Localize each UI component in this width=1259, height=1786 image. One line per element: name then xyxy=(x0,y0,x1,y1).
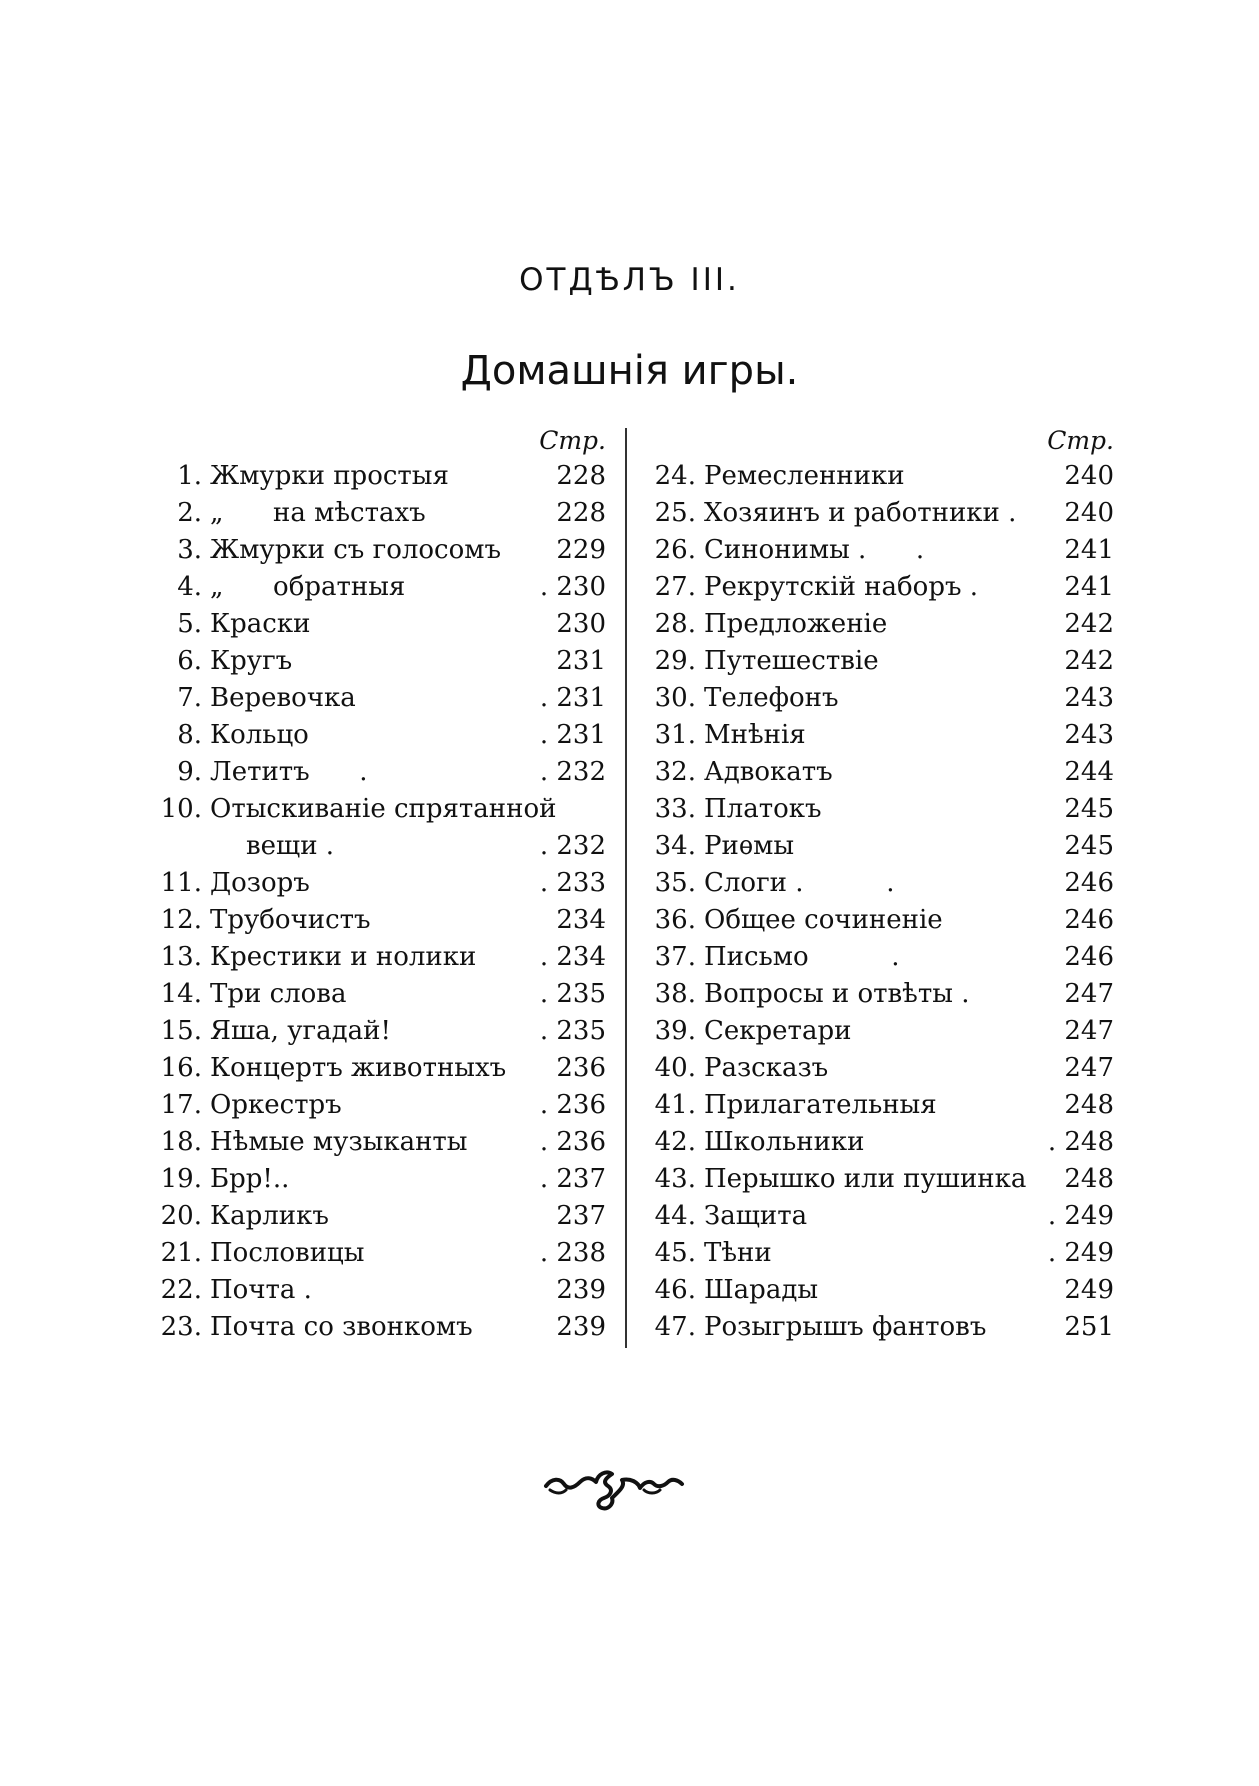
entry-page: 239 xyxy=(556,1312,606,1342)
toc-entry xyxy=(140,865,610,902)
entry-page: 240 xyxy=(1064,461,1114,491)
entry-number: 10. xyxy=(160,794,202,824)
entry-page: . 235 xyxy=(539,1016,606,1046)
entry-page: 229 xyxy=(556,535,606,565)
toc-entry xyxy=(640,1087,1120,1124)
toc-entry xyxy=(140,828,610,865)
entry-title: Оркестръ xyxy=(210,1090,342,1120)
toc-entry xyxy=(140,606,610,643)
entry-number: 15. xyxy=(160,1016,202,1046)
entry-page: 240 xyxy=(1064,498,1114,528)
toc-entry xyxy=(640,569,1120,606)
entry-number: 44. xyxy=(654,1201,696,1231)
entry-page: . 231 xyxy=(539,683,606,713)
toc-entry xyxy=(140,680,610,717)
entry-number: 11. xyxy=(160,868,202,898)
entry-number: 21. xyxy=(160,1238,202,1268)
toc-entry xyxy=(640,939,1120,976)
toc-entry xyxy=(140,1198,610,1235)
entry-title: Общее сочиненіе xyxy=(704,905,943,935)
entry-number: 16. xyxy=(160,1053,202,1083)
entry-number: 28. xyxy=(654,609,696,639)
entry-title: Крестики и нолики xyxy=(210,942,477,972)
toc-entry xyxy=(640,495,1120,532)
toc-entry xyxy=(640,754,1120,791)
entry-number: 3. xyxy=(177,535,202,565)
entry-number: 18. xyxy=(160,1127,202,1157)
entry-page: 243 xyxy=(1064,720,1114,750)
entry-number: 1. xyxy=(177,461,202,491)
toc-entry xyxy=(640,643,1120,680)
entry-title: Почта со звонкомъ xyxy=(210,1312,473,1342)
entry-number: 46. xyxy=(654,1275,696,1305)
entry-number: 32. xyxy=(654,757,696,787)
entry-number: 30. xyxy=(654,683,696,713)
entry-page: 230 xyxy=(556,609,606,639)
toc-entry xyxy=(140,939,610,976)
toc-entry xyxy=(640,976,1120,1013)
entry-number: 40. xyxy=(654,1053,696,1083)
toc-entry xyxy=(140,976,610,1013)
toc-entry xyxy=(140,754,610,791)
entry-title: Три слова xyxy=(210,979,347,1009)
entry-page: 244 xyxy=(1064,757,1114,787)
entry-page: . 236 xyxy=(539,1090,606,1120)
entry-title: Вопросы и отвѣты . xyxy=(704,979,970,1009)
page-column-header: Стр. xyxy=(539,426,606,455)
entry-title: Хозяинъ и работники . xyxy=(704,498,1017,528)
entry-number: 2. xyxy=(177,498,202,528)
entry-title: Ремесленники xyxy=(704,461,905,491)
entry-number: 37. xyxy=(654,942,696,972)
toc-entry xyxy=(640,1124,1120,1161)
entry-number: 34. xyxy=(654,831,696,861)
toc-list xyxy=(140,458,610,1346)
entry-title: Кольцо xyxy=(210,720,309,750)
entry-page: . 236 xyxy=(539,1127,606,1157)
entry-number: 14. xyxy=(160,979,202,1009)
entry-number: 22. xyxy=(160,1275,202,1305)
toc-entry xyxy=(140,569,610,606)
entry-number: 7. xyxy=(177,683,202,713)
toc-entry xyxy=(140,1050,610,1087)
entry-page: 236 xyxy=(556,1053,606,1083)
entry-title: Почта . xyxy=(210,1275,312,1305)
toc-entry xyxy=(140,1087,610,1124)
entry-title: Перышко или пушинка xyxy=(704,1164,1027,1194)
entry-page: . 234 xyxy=(539,942,606,972)
entry-page: 243 xyxy=(1064,683,1114,713)
toc-entry xyxy=(140,902,610,939)
toc-entry xyxy=(140,1124,610,1161)
entry-page: 249 xyxy=(1064,1275,1114,1305)
entry-page: 234 xyxy=(556,905,606,935)
entry-page: 246 xyxy=(1064,868,1114,898)
entry-page: 245 xyxy=(1064,794,1114,824)
entry-page: 246 xyxy=(1064,905,1114,935)
toc-entry xyxy=(640,532,1120,569)
entry-page: . 233 xyxy=(539,868,606,898)
entry-page: 251 xyxy=(1064,1312,1114,1342)
toc-list xyxy=(640,458,1120,1346)
entry-title: Яша, угадай! xyxy=(210,1016,391,1046)
entry-title: Жмурки съ голосомъ xyxy=(210,535,502,565)
entry-number: 23. xyxy=(160,1312,202,1342)
entry-page: 247 xyxy=(1064,1053,1114,1083)
entry-number: 41. xyxy=(654,1090,696,1120)
entry-page: 247 xyxy=(1064,1016,1114,1046)
entry-number: 13. xyxy=(160,942,202,972)
entry-page: 248 xyxy=(1064,1090,1114,1120)
entry-page: . 231 xyxy=(539,720,606,750)
entry-number: 5. xyxy=(177,609,202,639)
entry-number: 4. xyxy=(177,572,202,602)
entry-title: вещи . xyxy=(246,831,335,861)
entry-page: . 237 xyxy=(539,1164,606,1194)
entry-number: 33. xyxy=(654,794,696,824)
toc-entry xyxy=(640,1272,1120,1309)
entry-title: Розыгрышъ фантовъ xyxy=(704,1312,987,1342)
entry-page: 228 xyxy=(556,498,606,528)
entry-number: 9. xyxy=(177,757,202,787)
toc-entry xyxy=(640,680,1120,717)
entry-title: Трубочистъ xyxy=(210,905,371,935)
page-column-header: Стр. xyxy=(1047,426,1114,455)
entry-page: 241 xyxy=(1064,572,1114,602)
entry-title: Краски xyxy=(210,609,311,639)
toc-entry xyxy=(640,865,1120,902)
entry-title: Разсказъ xyxy=(704,1053,829,1083)
entry-title: Нѣмые музыканты xyxy=(210,1127,468,1157)
toc-entry xyxy=(140,791,610,828)
entry-title: Синонимы . . xyxy=(704,535,925,565)
entry-number: 43. xyxy=(654,1164,696,1194)
toc-entry xyxy=(640,458,1120,495)
toc-entry xyxy=(140,1272,610,1309)
toc-entry xyxy=(640,1198,1120,1235)
entry-number: 25. xyxy=(654,498,696,528)
entry-page: . 230 xyxy=(539,572,606,602)
entry-page: . 249 xyxy=(1047,1238,1114,1268)
entry-title: „ на мѣстахъ xyxy=(210,498,426,528)
entry-title: Прилагательныя xyxy=(704,1090,937,1120)
ornament-flourish-icon xyxy=(540,1452,690,1516)
toc-entry xyxy=(640,717,1120,754)
toc-left-column xyxy=(140,424,610,1346)
entry-number: 36. xyxy=(654,905,696,935)
entry-title: Шарады xyxy=(704,1275,819,1305)
entry-number: 19. xyxy=(160,1164,202,1194)
entry-number: 26. xyxy=(654,535,696,565)
entry-title: Адвокатъ xyxy=(704,757,833,787)
section-heading: ОТДѢЛЪ III. xyxy=(519,262,740,298)
entry-number: 39. xyxy=(654,1016,696,1046)
entry-page: 242 xyxy=(1064,609,1114,639)
entry-page: 239 xyxy=(556,1275,606,1305)
entry-title: Школьники xyxy=(704,1127,865,1157)
entry-page: 248 xyxy=(1064,1164,1114,1194)
entry-page: 241 xyxy=(1064,535,1114,565)
toc-entry xyxy=(640,791,1120,828)
toc-entry xyxy=(640,1235,1120,1272)
entry-number: 47. xyxy=(654,1312,696,1342)
entry-page: . 249 xyxy=(1047,1201,1114,1231)
entry-number: 42. xyxy=(654,1127,696,1157)
page-title: Домашнія игры. xyxy=(460,348,799,394)
toc-entry xyxy=(640,828,1120,865)
entry-page: 245 xyxy=(1064,831,1114,861)
entry-page: 228 xyxy=(556,461,606,491)
entry-title: Платокъ xyxy=(704,794,822,824)
entry-title: Риѳмы xyxy=(704,831,795,861)
entry-page: . 232 xyxy=(539,757,606,787)
entry-title: Телефонъ xyxy=(704,683,839,713)
entry-title: „ обратныя xyxy=(210,572,406,602)
entry-page: 246 xyxy=(1064,942,1114,972)
toc-entry xyxy=(140,495,610,532)
entry-title: Секретари xyxy=(704,1016,852,1046)
entry-number: 38. xyxy=(654,979,696,1009)
toc-entry xyxy=(140,532,610,569)
entry-title: Пословицы xyxy=(210,1238,365,1268)
entry-title: Тѣни xyxy=(704,1238,772,1268)
entry-number: 12. xyxy=(160,905,202,935)
toc-entry xyxy=(140,1235,610,1272)
entry-title: Путешествіе xyxy=(704,646,879,676)
entry-number: 8. xyxy=(177,720,202,750)
entry-title: Карликъ xyxy=(210,1201,329,1231)
toc-entry xyxy=(640,1309,1120,1346)
entry-number: 31. xyxy=(654,720,696,750)
toc-entry xyxy=(140,1161,610,1198)
entry-page: . 238 xyxy=(539,1238,606,1268)
toc-entry xyxy=(640,1013,1120,1050)
entry-number: 45. xyxy=(654,1238,696,1268)
toc-entry xyxy=(140,458,610,495)
toc-entry xyxy=(640,606,1120,643)
entry-page: 247 xyxy=(1064,979,1114,1009)
entry-page: 242 xyxy=(1064,646,1114,676)
entry-number: 35. xyxy=(654,868,696,898)
toc-entry xyxy=(640,902,1120,939)
entry-title: Жмурки простыя xyxy=(210,461,449,491)
column-divider xyxy=(625,428,627,1348)
entry-title: Брр!.. xyxy=(210,1164,290,1194)
entry-number: 27. xyxy=(654,572,696,602)
entry-page: . 248 xyxy=(1047,1127,1114,1157)
entry-title: Защита xyxy=(704,1201,808,1231)
entry-title: Рекрутскій наборъ . xyxy=(704,572,979,602)
entry-number: 24. xyxy=(654,461,696,491)
entry-title: Отыскиваніе спрятанной xyxy=(210,794,557,824)
entry-title: Предложеніе xyxy=(704,609,888,639)
entry-page: 237 xyxy=(556,1201,606,1231)
entry-number: 29. xyxy=(654,646,696,676)
toc-entry xyxy=(140,1013,610,1050)
toc-entry xyxy=(140,717,610,754)
entry-title: Мнѣнія xyxy=(704,720,806,750)
entry-title: Письмо . xyxy=(704,942,900,972)
entry-title: Дозоръ xyxy=(210,868,310,898)
entry-number: 6. xyxy=(177,646,202,676)
entry-page: . 235 xyxy=(539,979,606,1009)
toc-entry xyxy=(140,1309,610,1346)
entry-number: 17. xyxy=(160,1090,202,1120)
entry-title: Концертъ животныхъ xyxy=(210,1053,507,1083)
entry-title: Кругъ xyxy=(210,646,293,676)
toc-entry xyxy=(640,1161,1120,1198)
entry-page: 231 xyxy=(556,646,606,676)
toc-entry xyxy=(640,1050,1120,1087)
entry-page: . 232 xyxy=(539,831,606,861)
entry-number: 20. xyxy=(160,1201,202,1231)
entry-title: Летитъ . xyxy=(210,757,368,787)
entry-title: Веревочка xyxy=(210,683,356,713)
toc-entry xyxy=(140,643,610,680)
toc-right-column xyxy=(640,424,1120,1346)
entry-title: Слоги . . xyxy=(704,868,895,898)
